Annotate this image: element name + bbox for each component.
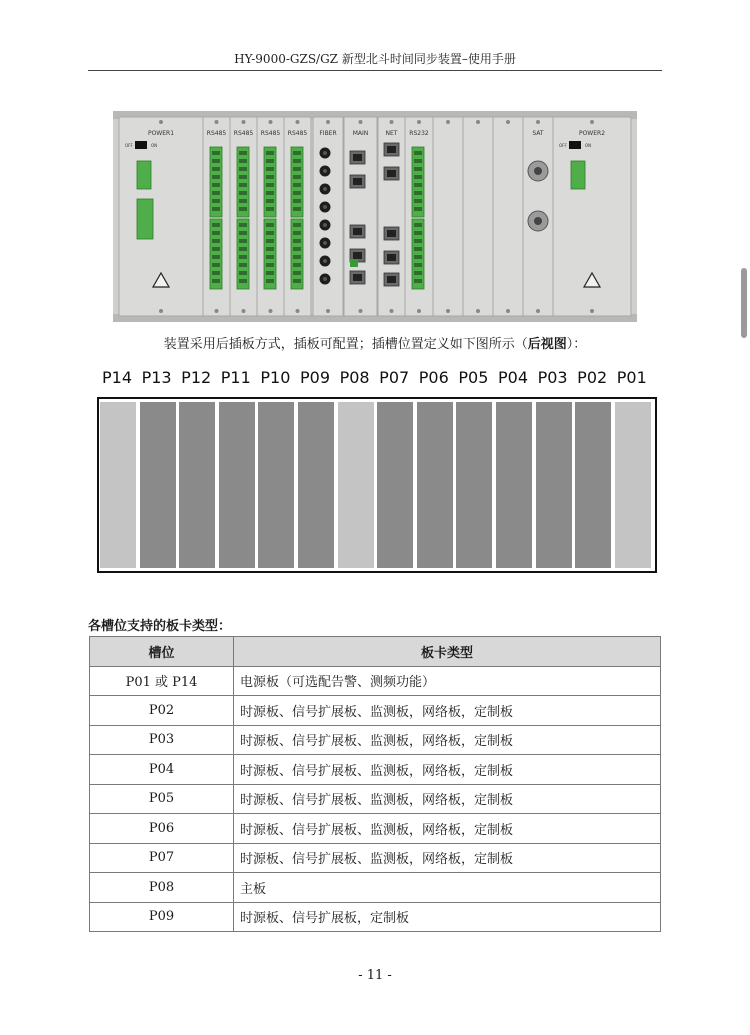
slot-cell: P03	[90, 725, 234, 755]
slot-label-p14: P14	[101, 368, 132, 387]
terminal-screw	[239, 191, 247, 195]
fiber-connector-core	[323, 241, 327, 245]
terminal-screw	[266, 263, 274, 267]
slot-label-p07: P07	[379, 368, 410, 387]
fiber-connector-core	[323, 169, 327, 173]
module-label: NET	[385, 130, 398, 137]
slot-label-p13: P13	[141, 368, 172, 387]
terminal-screw	[239, 239, 247, 243]
switch-on-label: ON	[151, 143, 158, 148]
terminal-screw	[212, 199, 220, 203]
panel-screw	[590, 120, 594, 124]
slot-bar-p05	[456, 402, 492, 568]
table-row	[90, 814, 661, 844]
terminal-screw	[212, 159, 220, 163]
table-row	[90, 873, 661, 903]
terminal-screw	[293, 223, 301, 227]
rj45-port-opening	[353, 274, 362, 281]
terminal-screw	[414, 223, 422, 227]
rj45-port-opening	[353, 178, 362, 185]
panel-screw	[536, 309, 540, 313]
slot-label-p02: P02	[577, 368, 608, 387]
panel-screw	[390, 309, 394, 313]
terminal-screw	[414, 167, 422, 171]
slot-label-p09: P09	[299, 368, 330, 387]
terminal-screw	[266, 199, 274, 203]
caption-text: 装置采用后插板方式，插板可配置；插槽位置定义如下图所示（	[163, 337, 528, 352]
board-type-cell: 时源板、信号扩展板、监测板，网络板，定制板	[234, 843, 661, 873]
terminal-screw	[266, 151, 274, 155]
terminal-screw	[212, 167, 220, 171]
slot-label-p12: P12	[181, 368, 212, 387]
slot-bar-p12	[179, 402, 215, 568]
terminal-screw	[212, 183, 220, 187]
green-terminal-block	[291, 219, 303, 289]
panel-screw	[215, 120, 219, 124]
rj45-port-opening	[387, 170, 396, 177]
panel-screw	[417, 120, 421, 124]
terminal-screw	[414, 159, 422, 163]
panel-screw	[215, 309, 219, 313]
column-header-slot: 槽位	[90, 637, 234, 667]
slot-cell: P07	[90, 843, 234, 873]
terminal-screw	[239, 255, 247, 259]
terminal-screw	[266, 271, 274, 275]
green-terminal-block	[210, 219, 222, 289]
panel-screw	[446, 120, 450, 124]
terminal-screw	[212, 223, 220, 227]
terminal-screw	[414, 247, 422, 251]
terminal-screw	[239, 183, 247, 187]
board-type-cell: 时源板、信号扩展板、监测板，网络板，定制板	[234, 755, 661, 785]
panel-screw	[296, 120, 300, 124]
module-label: SAT	[532, 130, 544, 137]
terminal-screw	[293, 279, 301, 283]
slot-label-p05: P05	[458, 368, 489, 387]
alarm-terminal-block	[137, 199, 153, 239]
board-type-cell: 电源板（可选配告警、测频功能）	[234, 666, 661, 696]
bnc-connector-pin	[534, 217, 542, 225]
slot-cell: P08	[90, 873, 234, 903]
slot-label-row	[97, 368, 656, 392]
power-switch	[569, 141, 581, 149]
panel-screw	[326, 120, 330, 124]
slot-bar-p11	[219, 402, 255, 568]
module-panel	[313, 117, 343, 316]
power-switch	[135, 141, 147, 149]
table-row	[90, 696, 661, 726]
terminal-screw	[239, 247, 247, 251]
green-terminal-block	[264, 219, 276, 289]
switch-on-label: ON	[585, 143, 592, 148]
panel-screw	[159, 120, 163, 124]
terminal-screw	[212, 175, 220, 179]
panel-screw	[476, 120, 480, 124]
rj45-port-opening	[387, 276, 396, 283]
panel-screw	[390, 120, 394, 124]
module-label: POWER2	[578, 130, 606, 137]
terminal-screw	[293, 255, 301, 259]
terminal-screw	[212, 239, 220, 243]
terminal-screw	[266, 247, 274, 251]
board-type-cell: 时源板、信号扩展板、监测板，网络板，定制板	[234, 696, 661, 726]
module-panel	[344, 117, 377, 316]
caption-suffix: ）：	[566, 337, 587, 352]
slot-label-p06: P06	[418, 368, 449, 387]
terminal-screw	[212, 271, 220, 275]
board-type-cell: 时源板、信号扩展板、监测板，网络板，定制板	[234, 784, 661, 814]
terminal-screw	[212, 207, 220, 211]
panel-screw	[242, 120, 246, 124]
table-title: 各槽位支持的板卡类型：	[88, 619, 232, 634]
slot-cell: P04	[90, 755, 234, 785]
green-terminal-block	[237, 147, 249, 217]
terminal-screw	[414, 199, 422, 203]
terminal-screw	[293, 247, 301, 251]
panel-screw	[159, 309, 163, 313]
slot-bar-p06	[417, 402, 453, 568]
rj45-port-opening	[353, 252, 362, 259]
terminal-screw	[266, 239, 274, 243]
module-panel	[433, 117, 463, 316]
panel-screw	[359, 120, 363, 124]
fiber-connector-core	[323, 277, 327, 281]
panel-screw	[506, 120, 510, 124]
green-terminal-block	[412, 219, 424, 289]
terminal-screw	[414, 239, 422, 243]
fiber-connector-core	[323, 151, 327, 155]
board-type-cell: 主板	[234, 873, 661, 903]
terminal-screw	[414, 207, 422, 211]
module-label: POWER1	[147, 130, 175, 137]
panel-screw	[536, 120, 540, 124]
slot-bar-p09	[298, 402, 334, 568]
terminal-screw	[239, 271, 247, 275]
terminal-screw	[212, 255, 220, 259]
terminal-screw	[293, 175, 301, 179]
terminal-screw	[293, 239, 301, 243]
figure-caption	[0, 333, 750, 352]
terminal-screw	[212, 191, 220, 195]
panel-screw	[506, 309, 510, 313]
module-label: FIBER	[319, 130, 337, 137]
slot-bar-p14	[100, 402, 136, 568]
green-terminal-block	[412, 147, 424, 217]
slot-diagram-frame	[97, 397, 657, 573]
slot-bar-p10	[258, 402, 294, 568]
header-divider	[88, 70, 662, 71]
terminal-screw	[266, 255, 274, 259]
terminal-screw	[293, 167, 301, 171]
table-row	[90, 843, 661, 873]
fiber-connector-core	[323, 205, 327, 209]
slot-cell: P01 或 P14	[90, 666, 234, 696]
scrollbar-thumb[interactable]	[741, 268, 747, 338]
terminal-screw	[266, 183, 274, 187]
terminal-screw	[239, 167, 247, 171]
slot-board-table	[89, 636, 661, 932]
module-panel	[463, 117, 493, 316]
green-terminal-block	[237, 219, 249, 289]
panel-screw	[417, 309, 421, 313]
terminal-screw	[293, 151, 301, 155]
module-label: RS485	[206, 130, 227, 137]
terminal-screw	[414, 271, 422, 275]
page-number: - 11 -	[358, 968, 392, 983]
terminal-screw	[266, 191, 274, 195]
terminal-screw	[266, 231, 274, 235]
slot-bar-p03	[536, 402, 572, 568]
terminal-screw	[212, 279, 220, 283]
panel-screw	[590, 309, 594, 313]
slot-label-p11: P11	[220, 368, 251, 387]
power-terminal-block	[571, 161, 585, 189]
terminal-screw	[239, 263, 247, 267]
board-type-cell: 时源板、信号扩展板、监测板，网络板，定制板	[234, 725, 661, 755]
rj45-port-opening	[387, 230, 396, 237]
terminal-screw	[293, 183, 301, 187]
module-label: RS232	[409, 130, 429, 137]
device-rear-panel-drawing	[113, 111, 637, 322]
board-type-cell: 时源板、信号扩展板、监测板，网络板，定制板	[234, 814, 661, 844]
terminal-screw	[293, 191, 301, 195]
bnc-connector-pin	[534, 167, 542, 175]
panel-screw	[476, 309, 480, 313]
fiber-connector-core	[323, 259, 327, 263]
terminal-screw	[266, 223, 274, 227]
fiber-connector-core	[323, 223, 327, 227]
terminal-screw	[293, 271, 301, 275]
table-row	[90, 725, 661, 755]
slot-label-p10: P10	[260, 368, 291, 387]
column-header-board-type: 板卡类型	[234, 637, 661, 667]
rj45-port-opening	[387, 146, 396, 153]
board-type-cell: 时源板、信号扩展板，定制板	[234, 902, 661, 932]
module-label: RS485	[287, 130, 308, 137]
terminal-screw	[266, 175, 274, 179]
table-header-row	[90, 637, 661, 667]
document-header-title: HY-9000-GZS/GZ 新型北斗时间同步装置–使用手册	[234, 52, 516, 66]
terminal-screw	[414, 263, 422, 267]
terminal-screw	[414, 255, 422, 259]
slot-label-p01: P01	[616, 368, 647, 387]
green-terminal-block	[291, 147, 303, 217]
module-panel	[493, 117, 523, 316]
terminal-screw	[239, 207, 247, 211]
terminal-screw	[414, 151, 422, 155]
terminal-screw	[212, 263, 220, 267]
slot-label-p03: P03	[537, 368, 568, 387]
terminal-screw	[293, 207, 301, 211]
terminal-screw	[293, 199, 301, 203]
terminal-screw	[239, 175, 247, 179]
terminal-screw	[239, 151, 247, 155]
panel-screw	[326, 309, 330, 313]
module-label: MAIN	[352, 130, 369, 137]
panel-screw	[242, 309, 246, 313]
table-row	[90, 755, 661, 785]
slot-bar-p13	[140, 402, 176, 568]
slot-label-p08: P08	[339, 368, 370, 387]
terminal-screw	[414, 183, 422, 187]
terminal-screw	[239, 159, 247, 163]
terminal-screw	[266, 279, 274, 283]
panel-screw	[296, 309, 300, 313]
switch-off-label: OFF	[559, 143, 567, 148]
slot-cell: P09	[90, 902, 234, 932]
terminal-screw	[414, 191, 422, 195]
terminal-screw	[212, 151, 220, 155]
terminal-screw	[212, 247, 220, 251]
terminal-screw	[414, 231, 422, 235]
table-row	[90, 902, 661, 932]
terminal-screw	[212, 231, 220, 235]
switch-off-label: OFF	[125, 143, 133, 148]
caption-bold-text: 后视图	[527, 337, 567, 352]
terminal-screw	[266, 167, 274, 171]
power-terminal-block	[137, 161, 151, 189]
table-row	[90, 666, 661, 696]
rj45-port-opening	[387, 254, 396, 261]
slot-label-p04: P04	[497, 368, 528, 387]
panel-screw	[269, 309, 273, 313]
terminal-screw	[293, 231, 301, 235]
slot-cell: P06	[90, 814, 234, 844]
slot-bar-p02	[575, 402, 611, 568]
terminal-screw	[239, 223, 247, 227]
green-led-connector	[350, 259, 358, 267]
slot-bar-p04	[496, 402, 532, 568]
terminal-screw	[293, 159, 301, 163]
panel-screw	[446, 309, 450, 313]
terminal-screw	[239, 199, 247, 203]
device-rear-panel-photo	[113, 111, 637, 322]
panel-screw	[269, 120, 273, 124]
green-terminal-block	[264, 147, 276, 217]
green-terminal-block	[210, 147, 222, 217]
terminal-screw	[414, 279, 422, 283]
module-label: RS485	[233, 130, 254, 137]
slot-cell: P02	[90, 696, 234, 726]
rj45-port-opening	[353, 154, 362, 161]
terminal-screw	[414, 175, 422, 179]
module-label: RS485	[260, 130, 281, 137]
terminal-screw	[266, 159, 274, 163]
rj45-port-opening	[353, 228, 362, 235]
fiber-connector-core	[323, 187, 327, 191]
terminal-screw	[266, 207, 274, 211]
slot-cell: P05	[90, 784, 234, 814]
slot-bar-p07	[377, 402, 413, 568]
terminal-screw	[239, 279, 247, 283]
table-row	[90, 784, 661, 814]
slot-bar-p01	[615, 402, 651, 568]
slot-bar-p08	[338, 402, 374, 568]
panel-screw	[359, 309, 363, 313]
terminal-screw	[239, 231, 247, 235]
terminal-screw	[293, 263, 301, 267]
